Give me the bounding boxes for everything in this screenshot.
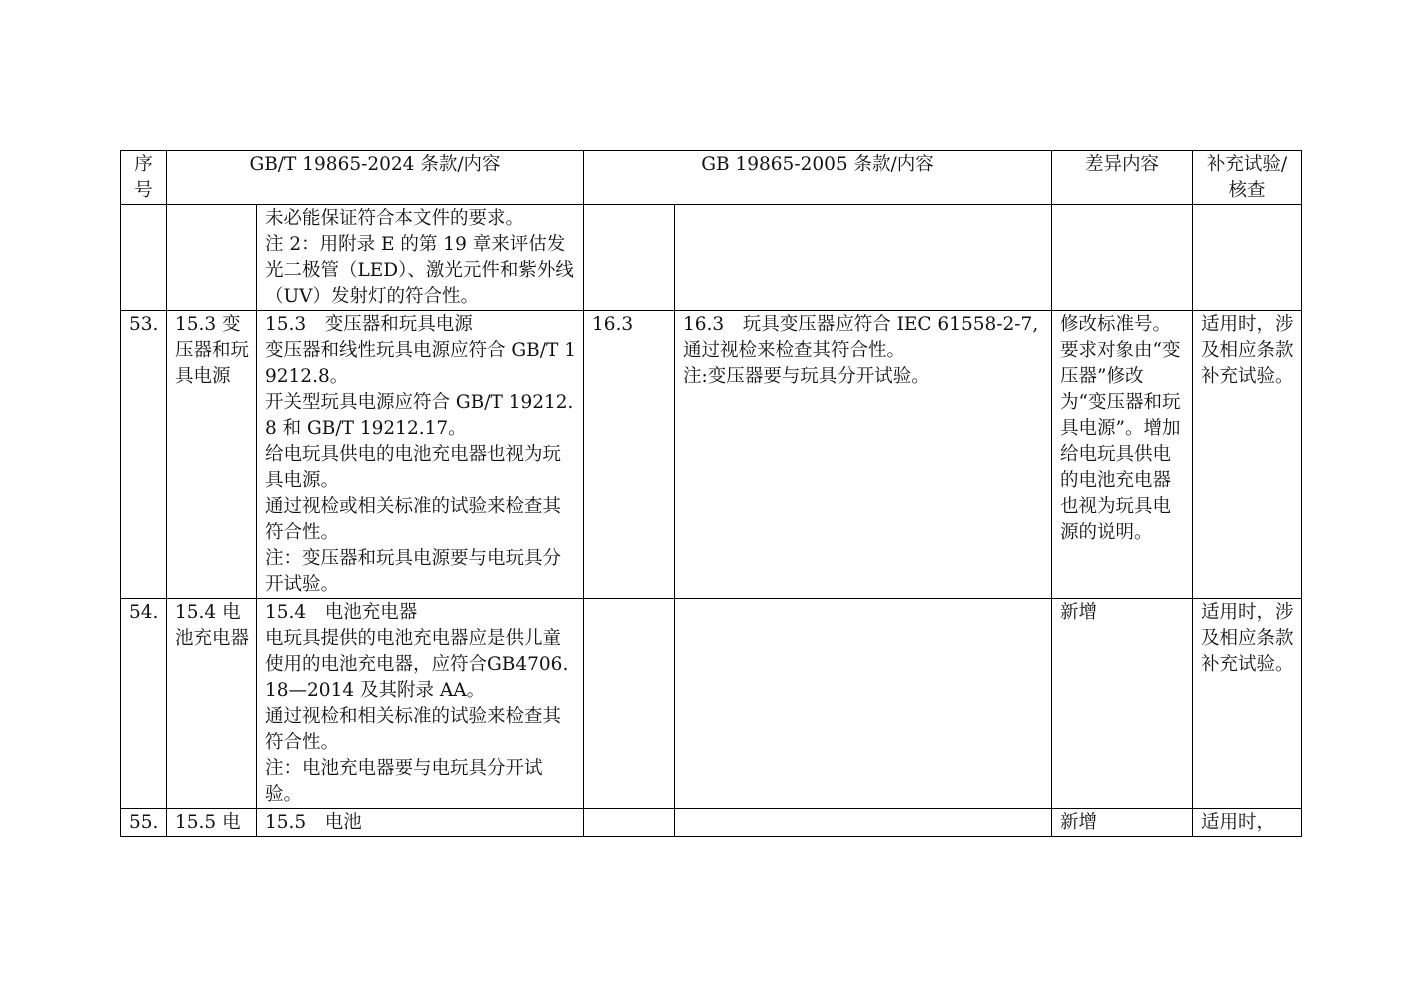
old-clause-cell: 16.3 — [584, 311, 675, 599]
new-content-cell: 未必能保证符合本文件的要求。 注 2：用附录 E 的第 19 章来评估发光二极管（LED）、激光元件和紫外线（UV）发射灯的符合性。 — [257, 205, 584, 311]
comparison-table — [120, 150, 1302, 837]
old-clause-cell — [584, 599, 675, 809]
supp-cell: 适用时， — [1193, 809, 1302, 837]
seq-cell: 54. — [121, 599, 167, 809]
diff-cell — [1052, 205, 1193, 311]
new-content-cell: 15.3 变压器和玩具电源 变压器和线性玩具电源应符合 GB/T 19212.8。 开关型玩具电源应符合 GB/T 19212.8 和 GB/T 19212.17。 给电玩具供电的电池充电器也视为玩具电源。 通过视检或相关标准的试验来检查其符合性。 注：变压器和玩具电源要与电玩具分开试验。 — [257, 311, 584, 599]
supp-cell: 适用时，涉及相应条款补充试验。 — [1193, 311, 1302, 599]
new-clause-cell: 15.4 电池充电器 — [167, 599, 257, 809]
new-clause-cell: 15.3 变压器和玩具电源 — [167, 311, 257, 599]
old-clause-cell — [584, 809, 675, 837]
header-seq: 序 号 — [121, 151, 167, 205]
table-row — [121, 599, 1302, 809]
table-row — [121, 205, 1302, 311]
supp-cell: 适用时，涉及相应条款补充试验。 — [1193, 599, 1302, 809]
header-gbt-2024: GB/T 19865-2024 条款/内容 — [167, 151, 584, 205]
table-header-row — [121, 151, 1302, 205]
table-row — [121, 311, 1302, 599]
seq-cell: 53. — [121, 311, 167, 599]
diff-cell: 新增 — [1052, 809, 1193, 837]
diff-cell: 新增 — [1052, 599, 1193, 809]
old-content-cell — [675, 809, 1052, 837]
old-content-cell — [675, 205, 1052, 311]
old-clause-cell — [584, 205, 675, 311]
header-diff: 差异内容 — [1052, 151, 1193, 205]
supp-cell — [1193, 205, 1302, 311]
old-content-cell: 16.3 玩具变压器应符合 IEC 61558-2-7, 通过视检来检查其符合性。 注:变压器要与玩具分开试验。 — [675, 311, 1052, 599]
new-content-cell: 15.5 电池 — [257, 809, 584, 837]
table-row — [121, 809, 1302, 837]
new-content-cell: 15.4 电池充电器 电玩具提供的电池充电器应是供儿童使用的电池充电器，应符合GB4706.18—2014 及其附录 AA。 通过视检和相关标准的试验来检查其符合性。 注：电池充电器要与电玩具分开试验。 — [257, 599, 584, 809]
header-supp: 补充试验/ 核查 — [1193, 151, 1302, 205]
seq-cell: 55. — [121, 809, 167, 837]
diff-cell: 修改标准号。要求对象由“变压器”修改为“变压器和玩具电源”。增加给电玩具供电的电池充电器也视为玩具电源的说明。 — [1052, 311, 1193, 599]
new-clause-cell: 15.5 电 — [167, 809, 257, 837]
new-clause-cell — [167, 205, 257, 311]
old-content-cell — [675, 599, 1052, 809]
seq-cell — [121, 205, 167, 311]
header-gb-2005: GB 19865-2005 条款/内容 — [584, 151, 1052, 205]
